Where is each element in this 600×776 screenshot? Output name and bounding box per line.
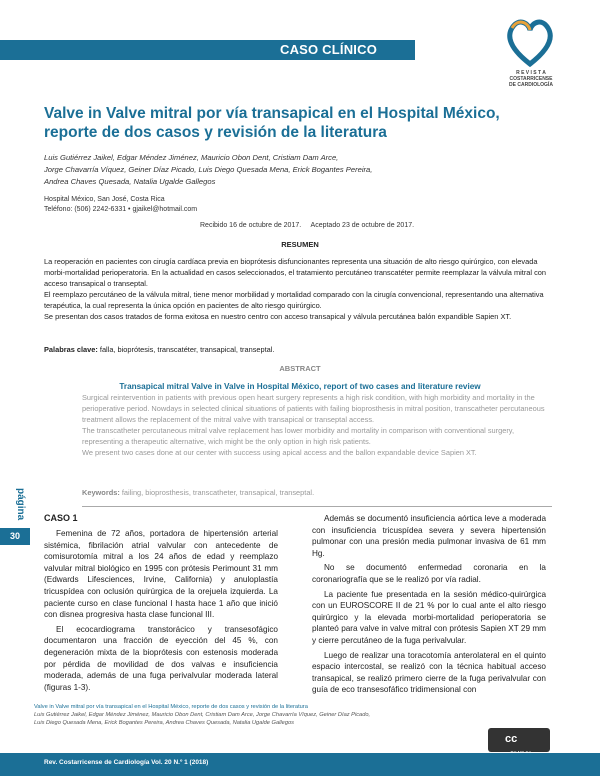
- author-list: [44, 152, 544, 188]
- divider: [82, 506, 552, 507]
- logo-line: COSTARRICENSE: [509, 76, 553, 82]
- keywords-label: Palabras clave:: [44, 345, 98, 354]
- citation-title: Valve in Valve mitral por vía transapical en el Hospital México, reporte de dos casos y revisión de la literatura: [34, 704, 308, 710]
- resumen-keywords: [44, 345, 552, 354]
- body-paragraph: El ecocardiograma transtorácico y transesofágico documentaron una fracción de eyección del 45 %, con degeneración mixta de la bioprótesis con estenosis moderada por pérdida de movilidad de dos valvas e insuficiencia moderada, además de una fuga perivalvular moderada lateral (figuras 1-3).: [44, 624, 278, 692]
- citation-authors: Luis Diego Quesada Mena, Erick Bogantes Pereira, Andrea Chaves Quesada, Natalia Ugalde Gallegos: [34, 720, 294, 726]
- section-label: CASO CLÍNICO: [280, 42, 378, 57]
- accepted-date: Aceptado 23 de octubre de 2017.: [310, 222, 415, 229]
- citation-authors: Luis Gutiérrez Jaikel, Edgar Méndez Jiménez, Mauricio Obon Dent, Cristiam Dam Arce, Jorge Chavarría Víquez, Geiner Díaz Picado,: [34, 712, 371, 718]
- footer-journal: Rev. Costarricense de Cardiología Vol. 20 N.º 1 (2018): [44, 759, 209, 766]
- abstract-heading: ABSTRACT: [279, 364, 321, 373]
- abstract-paragraph: The transcatheter percutaneous mitral valve replacement has lower morbidity and mortality in comparison with conventional surgery, representing a therapeutic alternative, wich might be the only option in high risk patients.: [82, 426, 515, 446]
- author-line: Jorge Chavarría Víquez, Geiner Díaz Picado, Luis Diego Quesada Mena, Erick Bogantes Pereira,: [44, 165, 373, 174]
- abstract-paragraph: We present two cases done at our center with success using apical access and the ballon expandable device Sapien XT.: [82, 448, 477, 457]
- author-line: Luis Gutiérrez Jaikel, Edgar Méndez Jiménez, Mauricio Obon Dent, Cristiam Dam Arce,: [44, 153, 339, 162]
- abstract-paragraph: Surgical reintervention in patients with previous open heart surgery represents a high risk condition, with high morbidity and mortality in the perioperative period. Nowdays in selected clinical situations of patients with failing bioprosthesis in mitral position, transcatheter percutaneous treatment allows the replacement of the mitral valve with transapical or transeptal access.: [82, 393, 545, 424]
- article-dates: [200, 222, 520, 229]
- resumen-heading: RESUMEN: [281, 240, 319, 249]
- case-heading: CASO 1: [44, 513, 78, 523]
- body-paragraph: Además se documentó insuficiencia aórtica leve a moderada con insuficiencia tricuspídea severa y severa hipertensión pulmonar con una presión media pulmonar invasiva de 61 mm Hg.: [312, 514, 546, 558]
- abstract-body: [82, 392, 552, 458]
- abstract-title: Transapical mitral Valve in Valve in Hospital México, report of two cases and literature review: [119, 382, 481, 391]
- keywords-text: falla, bioprótesis, transcatéter, transapical, transeptal.: [99, 345, 275, 354]
- license-badge[interactable]: [488, 728, 550, 752]
- logo-line: R E V I S T A: [516, 70, 546, 76]
- resumen-paragraph: La reoperación en pacientes con cirugía cardíaca previa en bioprótesis disfuncionantes representa una situación de alto riesgo quirúrgico, con elevada morbi-mortalidad perioperatoria. En la actualidad en casos seleccionados, el tratamiento percutáneo transcatéter permite reemplazar la válvula mitral con acceso transapical o transeptal.: [44, 257, 546, 288]
- body-paragraph: Femenina de 72 años, portadora de hipertensión arterial sistémica, fibrilación atrial valvular con antecedente de comisurotomía mitral a los 24 años de edad y reemplazo valvular mitral biológico en 1995 con prótesis Perimount 31 mm (Edwards Lifesciences, Irvine, California) y anuloplastía tricuspídea con oclusión quirúrgica de la orejuela izquierda. La paciente curso en clase funcional I hasta hace 1 año que inició con disnea progresiva hasta clase funcional III.: [44, 529, 278, 620]
- resumen-body: [44, 256, 552, 322]
- received-date: Recibido 16 de octubre de 2017.: [200, 222, 302, 229]
- citation-block: [34, 703, 504, 727]
- body-paragraph: Luego de realizar una toracotomía anterolateral en el quinto espacio intercostal, se realizó con la técnica habitual acceso transapical, se realizó primero cierre de la fuga perivalvular con guía de eco transesofáfico tridimensional con: [312, 650, 546, 695]
- logo-line: DE CARDIOLOGÍA: [509, 82, 553, 88]
- resumen-paragraph: El reemplazo percutáneo de la válvula mitral, tiene menor morbilidad y mortalidad comparado con la cirugía convencional, representando una alternativa terapéutica, la cual representa la única opción en pacientes de alto riesgo quirúrgico.: [44, 290, 544, 310]
- abstract-keywords: [82, 488, 552, 497]
- contact-line: Teléfono: (506) 2242-6331 • gjaikel@hotmail.com: [44, 206, 198, 213]
- keywords-text: failing, bioprosthesis, transcatheter, transapical, transeptal.: [121, 488, 315, 497]
- page-number: 30: [0, 528, 30, 545]
- resumen-paragraph: Se presentan dos casos tratados de forma exitosa en nuestro centro con acceso transapical y válvula percutánea balón expandible Sapien XT.: [44, 312, 512, 321]
- body-paragraph: No se documentó enfermedad coronaria en la coronariografía que se le realizó por vía radial.: [312, 563, 546, 584]
- page-side-label: página: [15, 488, 26, 521]
- journal-logo-text: [496, 70, 566, 88]
- affiliation: [44, 195, 444, 215]
- cc-icon: cc: [505, 733, 518, 745]
- affiliation-line: Hospital México, San José, Costa Rica: [44, 196, 165, 203]
- body-column-left: [44, 528, 278, 696]
- body-paragraph: La paciente fue presentada en la sesión médico-quirúrgica con un EUROSCORE II de 21 % por lo cual ante el alto riesgo quirúrgico y la elevada morbi-mortalidad perioperatoria se planteó para valve in valve mitral con prótesis Sapien XT 29 mm y cierre percutáneo de la fuga perivalvular.: [312, 589, 546, 645]
- author-line: Andrea Chaves Quesada, Natalia Ugalde Gallegos: [44, 177, 216, 186]
- keywords-label: Keywords:: [82, 488, 120, 497]
- body-column-right: [312, 513, 546, 699]
- article-title: Valve in Valve mitral por vía transapical en el Hospital México, reporte de dos casos y revisión de la literatura: [44, 105, 500, 141]
